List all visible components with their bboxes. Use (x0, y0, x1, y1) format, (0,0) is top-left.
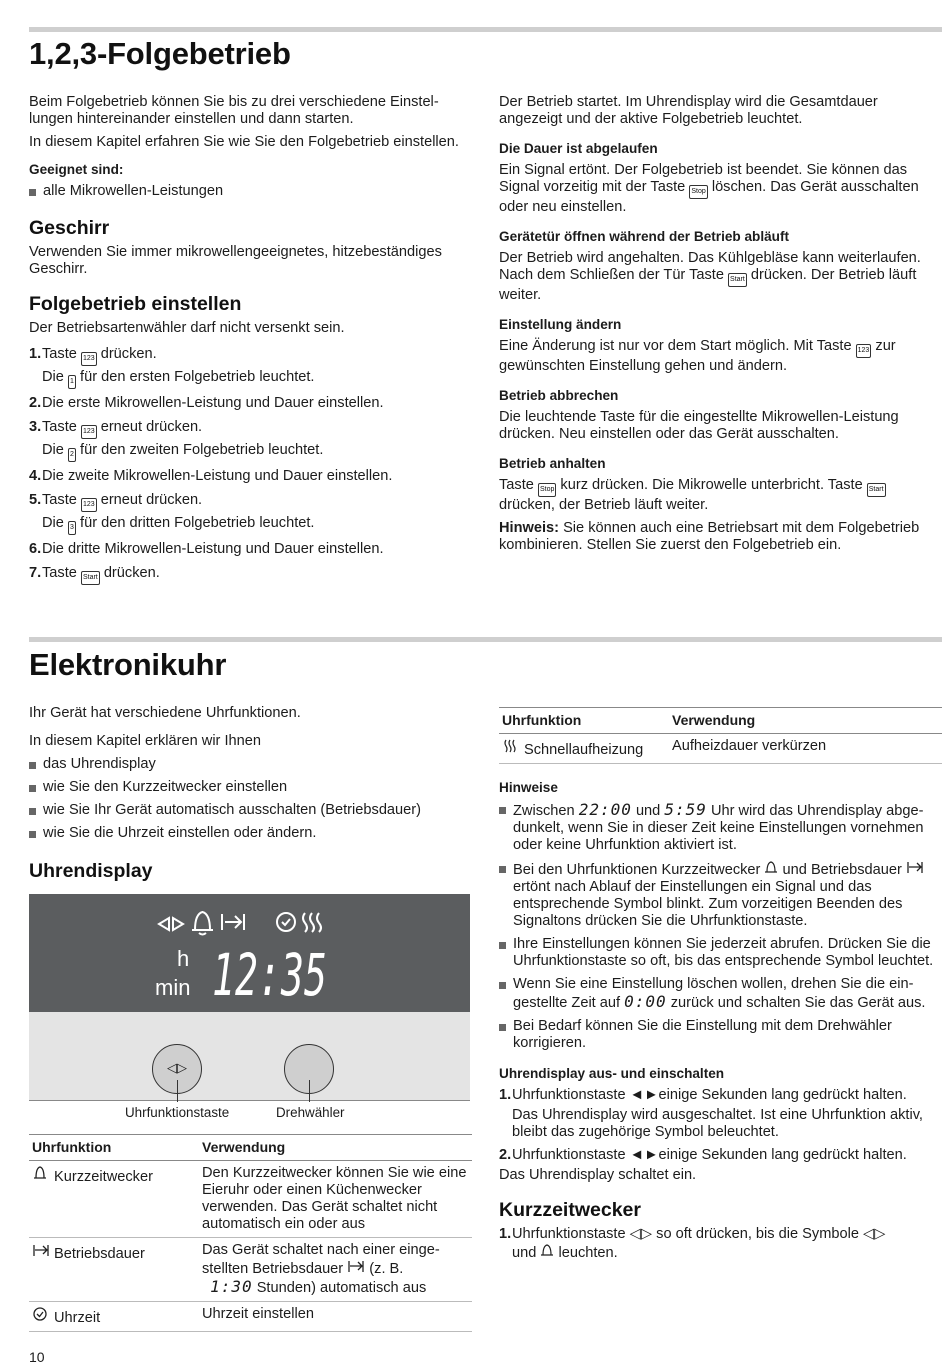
tuer-text: Der Betrieb wird angehalten. Das Kühlgebläse kann weiterlaufen. Nach dem Schließen der Tür Taste Start drücken. Der Betrieb läuft weiter. (499, 250, 921, 303)
list-item: Bei Bedarf können Sie die Einstellung mit dem Drehwähler korrigieren. (499, 1018, 942, 1052)
arrows-icon (159, 918, 169, 930)
step-result: Das Uhrendisplay wird ausgeschaltet. Ist eine Uhrfunktion aktiv, bleibt das zugehörige Symbol beleuchtet. (512, 1107, 923, 1140)
step-item: 3. Taste 123 erneut drücken. (29, 419, 471, 439)
callout-line (177, 1080, 178, 1102)
step-item: 2. Die erste Mikrowellen-Leistung und Dauer einstellen. (29, 395, 384, 411)
step-item: 1. Taste 123 drücken. (29, 346, 471, 366)
step-item: 7. Taste Start drücken. (29, 565, 471, 585)
step-result: Die 3 für den dritten Folgebetrieb leuchtet. (29, 515, 471, 535)
arrows-icon: ◁▷ (629, 1226, 653, 1242)
list-item: Bei den Uhrfunktionen Kurzzeitwecker und Betriebsdauer ertönt nach Ablauf der Einstellungen ein Signal und das entsprechende Symbol blinkt. Zum vorzeitigen Beenden des Signaltons drücken Sie die Uhrfunktionstaste. (499, 860, 942, 930)
aendern-text: Eine Änderung ist nur vor dem Start möglich. Mit Taste 123 zur gewünschten Einstellung gehen und ändern. (499, 338, 896, 374)
callout-line (309, 1080, 310, 1102)
einstellen-text: Der Betriebsartenwähler darf nicht versenkt sein. (29, 320, 345, 336)
list-item: Ihre Einstellungen können Sie jederzeit abrufen. Drücken Sie die Uhrfunktionstaste so oft, bis das entsprechende Symbol leuchtet. (499, 936, 942, 970)
start-key-icon: Start (728, 273, 747, 287)
sequence-key-icon: 123 (856, 344, 872, 358)
step-result: Die 1 für den ersten Folgebetrieb leuchtet. (29, 369, 471, 389)
stop-key-icon: Stop (538, 483, 556, 497)
callout-label-clock-button: Uhrfunktionstaste (125, 1105, 230, 1120)
arrows-icon: ◁▷ (863, 1226, 886, 1242)
display-minute-label: min (155, 975, 191, 1000)
intro-paragraph: Ihr Gerät hat verschiedene Uhrfunktionen. (29, 705, 301, 721)
intro-paragraph: Beim Folgebetrieb können Sie bis zu drei verschiedene Einstellungen hintereinander einstellen und dann starten. (29, 94, 439, 127)
bell-icon (192, 912, 213, 935)
dauer-heading: Die Dauer ist abgelaufen (499, 141, 658, 156)
anhalten-heading: Betrieb anhalten (499, 456, 606, 471)
duration-icon (906, 862, 924, 878)
list-item: das Uhrendisplay (29, 756, 471, 773)
folgebetrieb-right-column (499, 94, 941, 560)
callout-label-rotary: Drehwähler (276, 1105, 345, 1120)
suitable-heading: Geeignet sind: (29, 162, 124, 177)
arrows-icon: ◁▷ (167, 1060, 187, 1075)
table-header-row (29, 1135, 472, 1161)
table-header: Verwendung (199, 1135, 472, 1161)
aendern-heading: Einstellung ändern (499, 317, 622, 332)
page-number: 10 (29, 1349, 45, 1365)
bell-icon (764, 862, 778, 878)
intro-paragraph: In diesem Kapitel erfahren Sie wie Sie den Folgebetrieb einstellen. (29, 134, 459, 150)
anhalten-text: Taste Stop kurz drücken. Die Mikrowelle unterbricht. Taste Start drücken, der Betrieb läuft weiter. (499, 477, 884, 513)
step-item: 4. Die zweite Mikrowellen-Leistung und Dauer einstellen. (29, 468, 393, 484)
step-item: 5. Taste 123 erneut drücken. (29, 492, 471, 512)
duration-icon (222, 914, 244, 930)
duration-icon (347, 1261, 365, 1277)
step-item: 2. Uhrfunktionstaste ◄►einige Sekunden lang gedrückt halten. (499, 1147, 907, 1163)
start-key-icon: Start (81, 571, 100, 585)
clock-display-illustration (29, 894, 470, 1101)
sequence-key-icon: 123 (81, 352, 97, 366)
time-value: 0:00 (624, 992, 667, 1011)
abbrechen-heading: Betrieb abbrechen (499, 388, 619, 403)
list-item: Wenn Sie eine Einstellung löschen wollen, drehen Sie die eingestellte Zeit auf 0:00 zurück und schalten Sie das Gerät aus. (499, 976, 942, 1012)
display-time: 12:35 (212, 941, 327, 1009)
section-rule-middle (29, 637, 942, 642)
bell-icon (32, 1165, 54, 1186)
step-item: 1. Uhrfunktionstaste ◄►einige Sekunden lang gedrückt halten. (499, 1087, 907, 1103)
list-item: wie Sie den Kurzzeitwecker einstellen (29, 779, 471, 796)
onoff-heading: Uhrendisplay aus- und einschalten (499, 1066, 725, 1081)
time-value: 22:00 (578, 800, 632, 819)
clock-icon (32, 1306, 54, 1327)
table-header-row (499, 708, 942, 734)
tuer-heading: Gerätetür öffnen während der Betrieb abläuft (499, 229, 790, 244)
table-row: Betriebsdauer Das Gerät schaltet nach einer eingestellten Betriebsdauer (z. B. 1:30 Stunden) automatisch aus (29, 1238, 472, 1302)
list-item: alle Mikrowellen-Leistungen (29, 183, 471, 200)
table-header: Verwendung (669, 708, 942, 734)
rapid-heat-table (499, 707, 942, 764)
hinweise-heading: Hinweise (499, 780, 558, 795)
rapid-heat-icon (303, 913, 321, 932)
display-symbols (29, 894, 470, 1012)
hinweis-text: Hinweis: Sie können auch eine Betriebsart mit dem Folgebetrieb kombinieren. Stellen Sie zuerst den Folgebetrieb ein. (499, 520, 920, 553)
section-title-folgebetrieb: 1,2,3-Folgebetrieb (29, 36, 291, 71)
start-text: Der Betrieb startet. Im Uhrendisplay wird die Gesamtdauer angezeigt und der aktive Folgebetrieb leuchtet. (499, 94, 878, 127)
step-item: 1. Uhrfunktionstaste ◁▷ so oft drücken, bis die Symbole ◁▷ und leuchten. (499, 1226, 886, 1261)
elektronikuhr-right-column (499, 707, 942, 1265)
stop-key-icon: Stop (689, 185, 707, 199)
table-row: Schnellaufheizung Aufheizdauer verkürzen (499, 734, 942, 764)
elektronikuhr-left-column (29, 705, 471, 887)
list-item: wie Sie die Uhrzeit einstellen oder ändern. (29, 825, 471, 842)
step-item: 6. Die dritte Mikrowellen-Leistung und Dauer einstellen. (29, 541, 384, 557)
sequence-indicator-icon: 3 (68, 521, 76, 535)
folgebetrieb-left-column (29, 94, 471, 588)
table-header: Uhrfunktion (29, 1135, 199, 1161)
dauer-text: Ein Signal ertönt. Der Folgebetrieb ist beendet. Sie können das Signal vorzeitig mit der Taste Stop löschen. Das Gerät ausschalten oder neu einstellen. (499, 162, 919, 215)
sequence-indicator-icon: 1 (68, 375, 76, 389)
intro-paragraph: In diesem Kapitel erklären wir Ihnen (29, 733, 261, 749)
list-item: wie Sie Ihr Gerät automatisch ausschalten (Betriebsdauer) (29, 802, 471, 819)
rapid-heat-icon (502, 738, 524, 759)
uhrendisplay-heading: Uhrendisplay (29, 860, 153, 882)
list-item: Zwischen 22:00 und 5:59 Uhr wird das Uhrendisplay abgedunkelt, wenn Sie in dieser Zeit keine Einstellungen vornehmen oder keine Uhrfunktion aktiviert ist. (499, 801, 942, 854)
duration-icon (32, 1242, 54, 1263)
clock-icon (277, 913, 295, 931)
table-row: Uhrzeit Uhrzeit einstellen (29, 1302, 472, 1332)
time-value: 5:59 (664, 800, 707, 819)
kurzzeitwecker-heading: Kurzzeitwecker (499, 1199, 641, 1221)
onoff-result: Das Uhrendisplay schaltet ein. (499, 1167, 697, 1183)
geschirr-text: Verwenden Sie immer mikrowellengeeignetes, hitzebeständiges Geschirr. (29, 244, 442, 277)
table-header: Uhrfunktion (499, 708, 669, 734)
step-result: Die 2 für den zweiten Folgebetrieb leuchtet. (29, 442, 471, 462)
table-row: Kurzzeitwecker Den Kurzzeitwecker können Sie wie eine Eieruhr oder einen Küchenwecker verwenden. Das Gerät schaltet nicht automatisch ein oder aus (29, 1161, 472, 1238)
sequence-key-icon: 123 (81, 425, 97, 439)
abbrechen-text: Die leuchtende Taste für die eingestellte Mikrowellen-Leistung drücken. Neu einstellen oder das Gerät ausschalten. (499, 409, 899, 442)
sequence-indicator-icon: 2 (68, 448, 76, 462)
geschirr-heading: Geschirr (29, 217, 110, 239)
start-key-icon: Start (867, 483, 886, 497)
section-title-elektronikuhr: Elektronikuhr (29, 647, 227, 682)
bell-icon (540, 1245, 554, 1261)
sequence-key-icon: 123 (81, 498, 97, 512)
section-rule-top (29, 27, 942, 32)
einstellen-heading: Folgebetrieb einstellen (29, 293, 242, 315)
display-hour-label: h (177, 946, 190, 971)
clock-function-table (29, 1134, 472, 1332)
time-value: 1:30 (210, 1277, 253, 1296)
